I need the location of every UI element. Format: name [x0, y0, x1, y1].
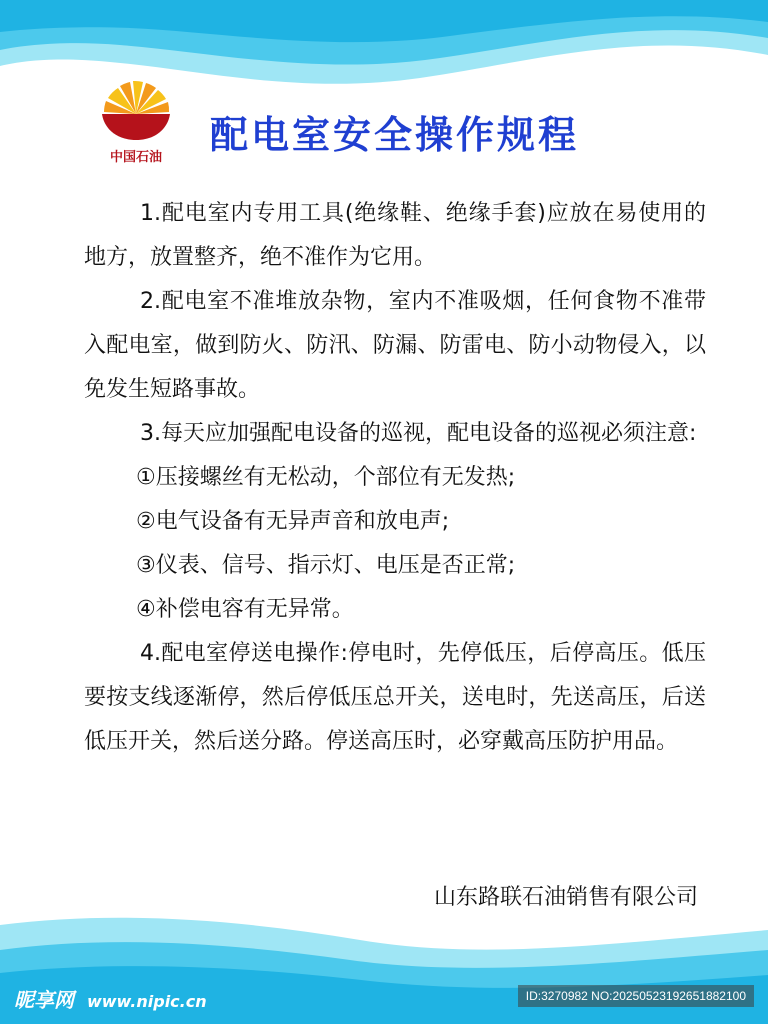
inspection-item-1: ①压接螺丝有无松动，个部位有无发热;: [136, 465, 516, 490]
cnpc-logo-emblem: [96, 78, 176, 144]
watermark-site: www.nipic.cn: [86, 992, 207, 1011]
inspection-item-4: ④补偿电容有无异常。: [136, 597, 354, 622]
company-name: 山东路联石油销售有限公司: [433, 885, 698, 910]
regulation-content: [84, 192, 706, 764]
regulation-paragraph-3: 3.每天应加强配电设备的巡视，配电设备的巡视必须注意:: [140, 421, 697, 446]
logo-text: 中国石油: [109, 150, 162, 165]
watermark-brand: 昵享网: [14, 988, 74, 1012]
regulation-paragraph-1: 1.配电室内专用工具(绝缘鞋、绝缘手套)应放在易使用的地方，放置整齐，绝不准作为它用。: [84, 201, 706, 270]
cnpc-logo: [96, 78, 176, 168]
inspection-item-2: ②电气设备有无异声音和放电声;: [136, 509, 450, 534]
watermark: [14, 984, 207, 1013]
image-id-label: ID:3270982 NO:20250523192651882100: [518, 985, 754, 1007]
page-title: 配电室安全操作规程: [210, 113, 580, 157]
regulation-paragraph-2: 2.配电室不准堆放杂物，室内不准吸烟，任何食物不准带入配电室，做到防火、防汛、防漏、防雷电、防小动物侵入，以免发生短路事故。: [84, 289, 706, 402]
regulation-paragraph-4: 4.配电室停送电操作:停电时，先停低压，后停高压。低压要按支线逐渐停，然后停低压总开关，送电时，先送高压，后送低压开关，然后送分路。停送高压时，必穿戴高压防护用品。: [84, 641, 706, 754]
inspection-item-3: ③仪表、信号、指示灯、电压是否正常;: [136, 553, 516, 578]
